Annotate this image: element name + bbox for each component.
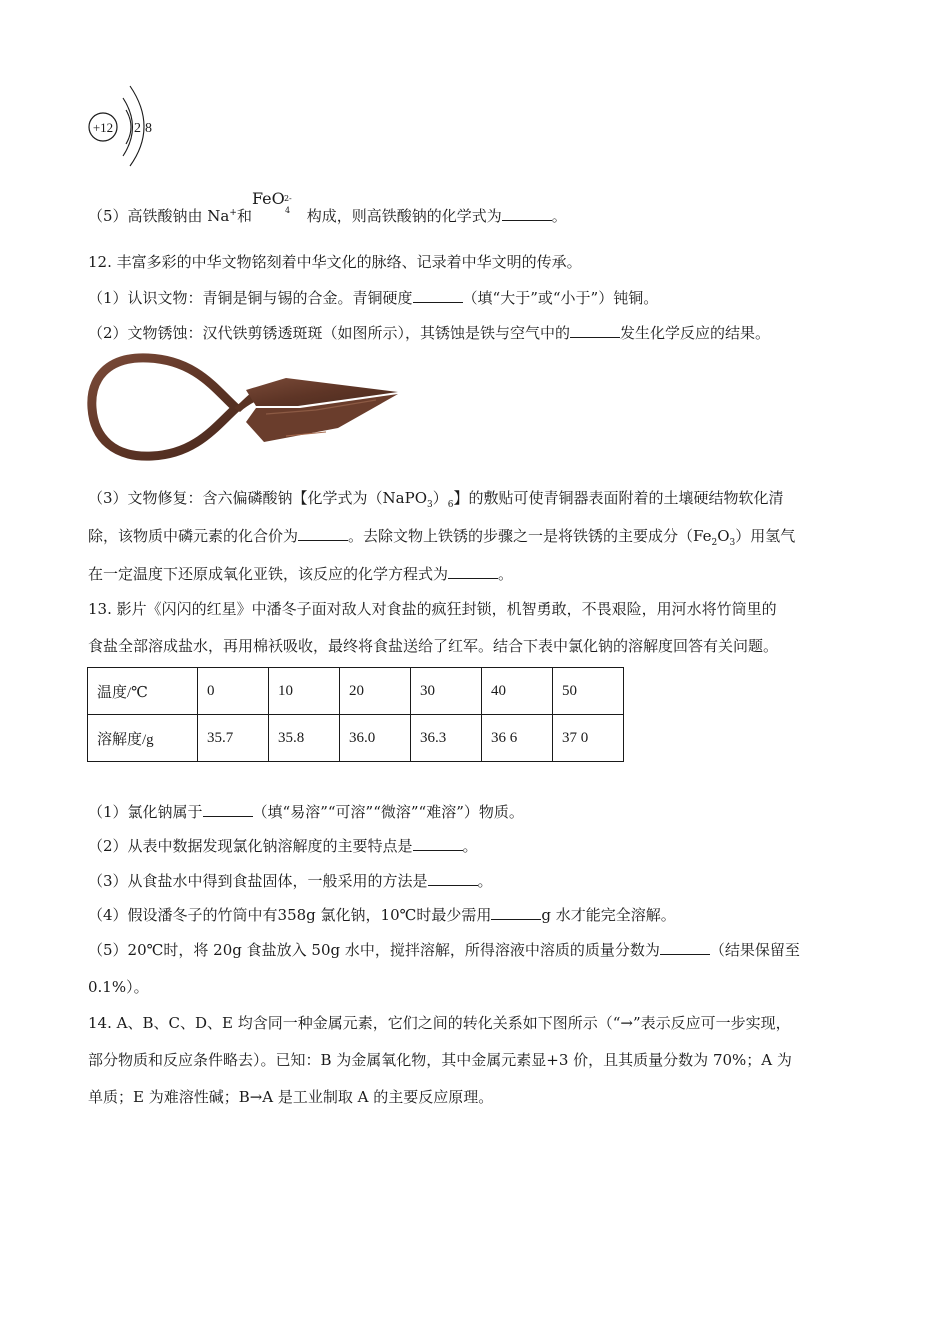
answer-blank-q13-3[interactable] <box>428 871 478 886</box>
answer-blank-q13-2[interactable] <box>413 836 463 851</box>
answer-blank-q11-5[interactable] <box>502 206 552 221</box>
answer-blank-q12-3b[interactable] <box>448 564 498 579</box>
table-cell: 40 <box>482 668 553 715</box>
q13-part4: （4）假设潘冬子的竹筒中有358g 氯化钠，10℃时最少需用 g 水才能完全溶解。 <box>88 906 676 924</box>
answer-blank-q13-1[interactable] <box>203 802 253 817</box>
q13-part1: （1）氯化钠属于 （填“易溶”“可溶”“微溶”“难溶”）物质。 <box>88 803 524 821</box>
q12-part2: （2）文物锈蚀：汉代铁剪锈透斑斑（如图所示），其锈蚀是铁与空气中的 发生化学反应的结果。 <box>88 324 771 342</box>
q14-line3: 单质；E 为难溶性碱；B→A 是工业制取 A 的主要反应原理。 <box>88 1088 494 1106</box>
table-cell: 0 <box>198 668 269 715</box>
q12-part3-line1: （3）文物修复：含六偏磷酸钠【化学式为$(NaPO_3)_6$】的敷贴可使青铜器表面附着的土壤硬结物软化清 <box>88 489 784 510</box>
table-cell: 20 <box>340 668 411 715</box>
q14-line1: 14. A、B、C、D、E 均含同一种金属元素，它们之间的转化关系如下图所示（“→”表示反应可一步实现， <box>88 1014 791 1032</box>
q13-part5: （5）20℃时，将 20g 食盐放入 50g 水中，搅拌溶解，所得溶液中溶质的质量分数为 （结果保留至 <box>88 941 800 959</box>
q13-stem-line2: 食盐全部溶成盐水，再用棉袄吸收，最终将食盐送给了红军。结合下表中氯化钠的溶解度回答有关问题。 <box>88 637 779 655</box>
answer-blank-q12-2[interactable] <box>570 323 620 338</box>
table-cell: 37 0 <box>553 715 624 762</box>
q13-stem-line1: 13. 影片《闪闪的红星》中潘冬子面对敌人对食盐的疯狂封锁，机智勇敢，不畏艰险，用河水将竹筒里的 <box>88 600 777 618</box>
q13-part2: （2）从表中数据发现氯化钠溶解度的主要特点是 。 <box>88 837 478 855</box>
answer-blank-q12-1[interactable] <box>413 288 463 303</box>
table-cell: 36.0 <box>340 715 411 762</box>
table-cell: 36.3 <box>411 715 482 762</box>
scissors-handle-loop <box>92 358 236 456</box>
shell-1-electrons: 2 <box>134 121 141 136</box>
table-row-temperature <box>88 668 624 715</box>
table-cell: 35.8 <box>269 715 340 762</box>
magnesium-atom-structure-diagram <box>86 84 166 168</box>
table-header-solubility: 溶解度/g <box>88 715 198 762</box>
table-cell: 35.7 <box>198 715 269 762</box>
q12-part3-line3: 在一定温度下还原成氧化亚铁，该反应的化学方程式为 。 <box>88 565 514 583</box>
electron-shell-1-arc <box>126 110 131 144</box>
nacl-solubility-table <box>87 667 624 762</box>
rusted-iron-scissors-image <box>86 350 404 466</box>
table-header-temperature: 温度/℃ <box>88 668 198 715</box>
q13-part3: （3）从食盐水中得到食盐固体，一般采用的方法是 。 <box>88 872 493 890</box>
answer-blank-q13-5[interactable] <box>660 940 710 955</box>
q13-part5-line2: 0.1%）。 <box>88 978 149 996</box>
table-row-solubility <box>88 715 624 762</box>
q12-part3-line2: 除，该物质中磷元素的化合价为 。去除文物上铁锈的步骤之一是将铁锈的主要成分$(Fe_2O_3)$用氢气 <box>88 527 796 548</box>
table-cell: 50 <box>553 668 624 715</box>
shell-2-electrons: 8 <box>145 121 152 136</box>
q14-line2: 部分物质和反应条件略去）。已知：B 为金属氧化物，其中金属元素显+3 价，且其质量分数为 70%；A 为 <box>88 1051 792 1069</box>
q12-part1: （1）认识文物：青铜是铜与锡的合金。青铜硬度 （填“大于”或“小于”）钝铜。 <box>88 289 659 307</box>
answer-blank-q12-3a[interactable] <box>298 526 348 541</box>
nucleus-charge: +12 <box>92 120 114 135</box>
answer-blank-q13-4[interactable] <box>491 905 541 920</box>
q11-part5: （5）高铁酸钠由 Na+和 FeO 2- 4 构成，则高铁酸钠的化学式为 。 <box>88 189 567 225</box>
q12-stem: 12. 丰富多彩的中华文物铭刻着中华文化的脉络、记录着中华文明的传承。 <box>88 253 582 271</box>
table-cell: 36 6 <box>482 715 553 762</box>
table-cell: 10 <box>269 668 340 715</box>
table-cell: 30 <box>411 668 482 715</box>
